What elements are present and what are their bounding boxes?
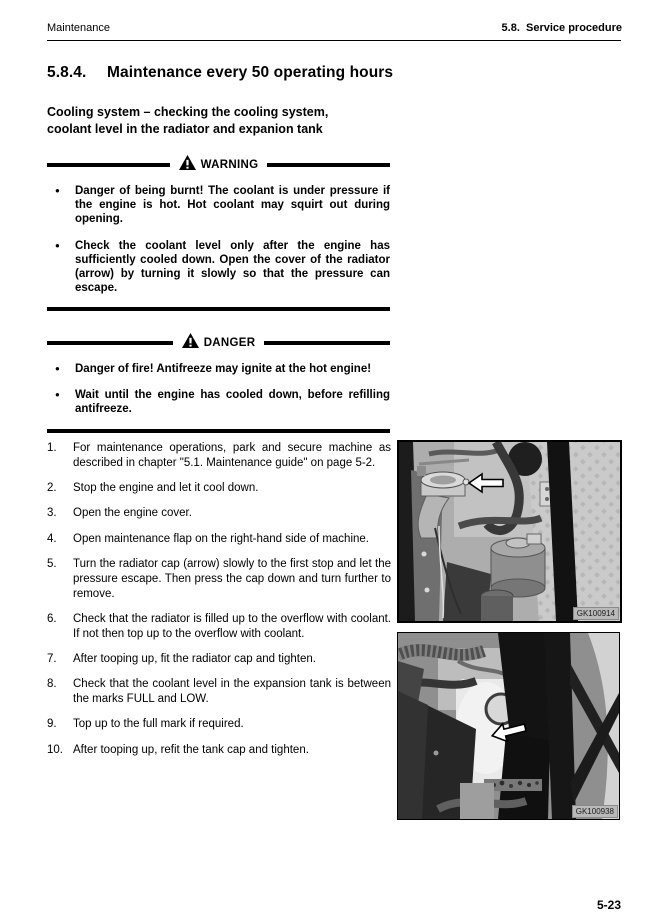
section-number: 5.8.4.: [47, 64, 87, 81]
bullet-icon: ●: [55, 364, 60, 373]
topic-subtitle: [47, 104, 328, 138]
step-text: For maintenance operations, park and secure machine as described in chapter "5.1. Maintenance guide" on page 5-2.: [73, 442, 391, 469]
step-text: After tooping up, refit the tank cap and tighten.: [73, 743, 309, 756]
warning-box: [47, 156, 390, 311]
figure-expansion-tank-photo: [397, 632, 620, 820]
warning-triangle-icon: [179, 155, 196, 170]
list-item: [47, 441, 391, 471]
header-rule: [47, 40, 621, 41]
danger-item-text: Danger of fire! Antifreeze may ignite at the hot engine!: [75, 363, 372, 375]
list-item: [47, 612, 391, 642]
step-number: 9.: [47, 718, 57, 731]
engine-compartment-photo: [399, 442, 620, 621]
bullet-icon: ●: [55, 390, 60, 400]
figure-radiator-cap-photo: [397, 440, 622, 623]
list-item: [47, 652, 391, 667]
subtitle-line-1: Cooling system – checking the cooling system,: [47, 105, 329, 119]
danger-item-text: Wait until the engine has cooled down, before refilling antifreeze.: [75, 389, 390, 416]
danger-item: [47, 362, 390, 376]
step-text: Stop the engine and let it cool down.: [73, 482, 259, 495]
warning-label: WARNING: [200, 159, 259, 171]
warning-rule-left: [47, 163, 170, 167]
warning-item: [47, 239, 390, 296]
step-number: 4.: [47, 532, 57, 545]
list-item: [47, 557, 391, 601]
step-number: 2.: [47, 482, 57, 495]
subtitle-line-2: coolant level in the radiator and expanion tank: [47, 122, 323, 136]
list-item: [47, 717, 391, 732]
warning-header: [47, 156, 390, 174]
warning-rule-right: [267, 163, 390, 167]
danger-header: [47, 334, 390, 352]
step-number: 7.: [47, 652, 57, 665]
list-item: [47, 743, 391, 758]
step-number: 10.: [47, 743, 63, 756]
warning-item-text: Check the coolant level only after the engine has sufficiently cooled down. Open the cover of the radiator (arrow) by turning it slowly so that the pressure can escape.: [75, 239, 390, 295]
step-text: Open maintenance flap on the right-hand side of machine.: [73, 532, 369, 545]
danger-item: [47, 388, 390, 416]
figure-column: [397, 440, 623, 820]
header-section-label: 5.8. Service procedure: [501, 22, 622, 34]
danger-triangle-icon: [182, 333, 199, 348]
list-item: [47, 532, 391, 547]
warning-item-text: Danger of being burnt! The coolant is under pressure if the engine is hot. Hot coolant may squirt out during opening.: [75, 185, 390, 226]
list-item: [47, 506, 391, 521]
danger-rule-bottom: [47, 429, 390, 433]
step-text: After tooping up, fit the radiator cap and tighten.: [73, 652, 316, 665]
step-text: Open the engine cover.: [73, 507, 192, 520]
procedure-steps: [47, 441, 391, 757]
expansion-tank-photo: [398, 633, 619, 819]
step-text: Top up to the full mark if required.: [73, 718, 244, 731]
section-title-text: Maintenance every 50 operating hours: [107, 64, 394, 81]
step-text: Check that the radiator is filled up to the overflow with coolant. If not then top up to the overflow with coolant.: [73, 612, 391, 640]
step-number: 3.: [47, 507, 57, 520]
step-number: 5.: [47, 557, 57, 570]
step-text: Check that the coolant level in the expansion tank is between the marks FULL and LOW.: [73, 678, 391, 706]
danger-rule-right: [264, 341, 390, 345]
bullet-icon: ●: [55, 186, 60, 195]
step-number: 6.: [47, 612, 57, 625]
list-item: [47, 677, 391, 707]
warning-rule-bottom: [47, 307, 390, 311]
danger-rule-left: [47, 341, 173, 345]
figure-code-label: GK100938: [572, 805, 618, 818]
list-item: [47, 481, 391, 496]
bullet-icon: ●: [55, 240, 60, 250]
danger-label: DANGER: [203, 337, 256, 349]
step-number: 1.: [47, 442, 57, 454]
figure-code-label: GK100914: [573, 607, 619, 620]
section-title: [47, 64, 393, 82]
step-number: 8.: [47, 678, 57, 691]
header-chapter-label: Maintenance: [47, 22, 110, 34]
warning-item: [47, 184, 390, 227]
step-text: Turn the radiator cap (arrow) slowly to the first stop and let the pressure escape. Then press the cap down and turn further to remove.: [73, 557, 391, 600]
danger-box: [47, 334, 390, 433]
page-number: 5-23: [596, 898, 621, 912]
